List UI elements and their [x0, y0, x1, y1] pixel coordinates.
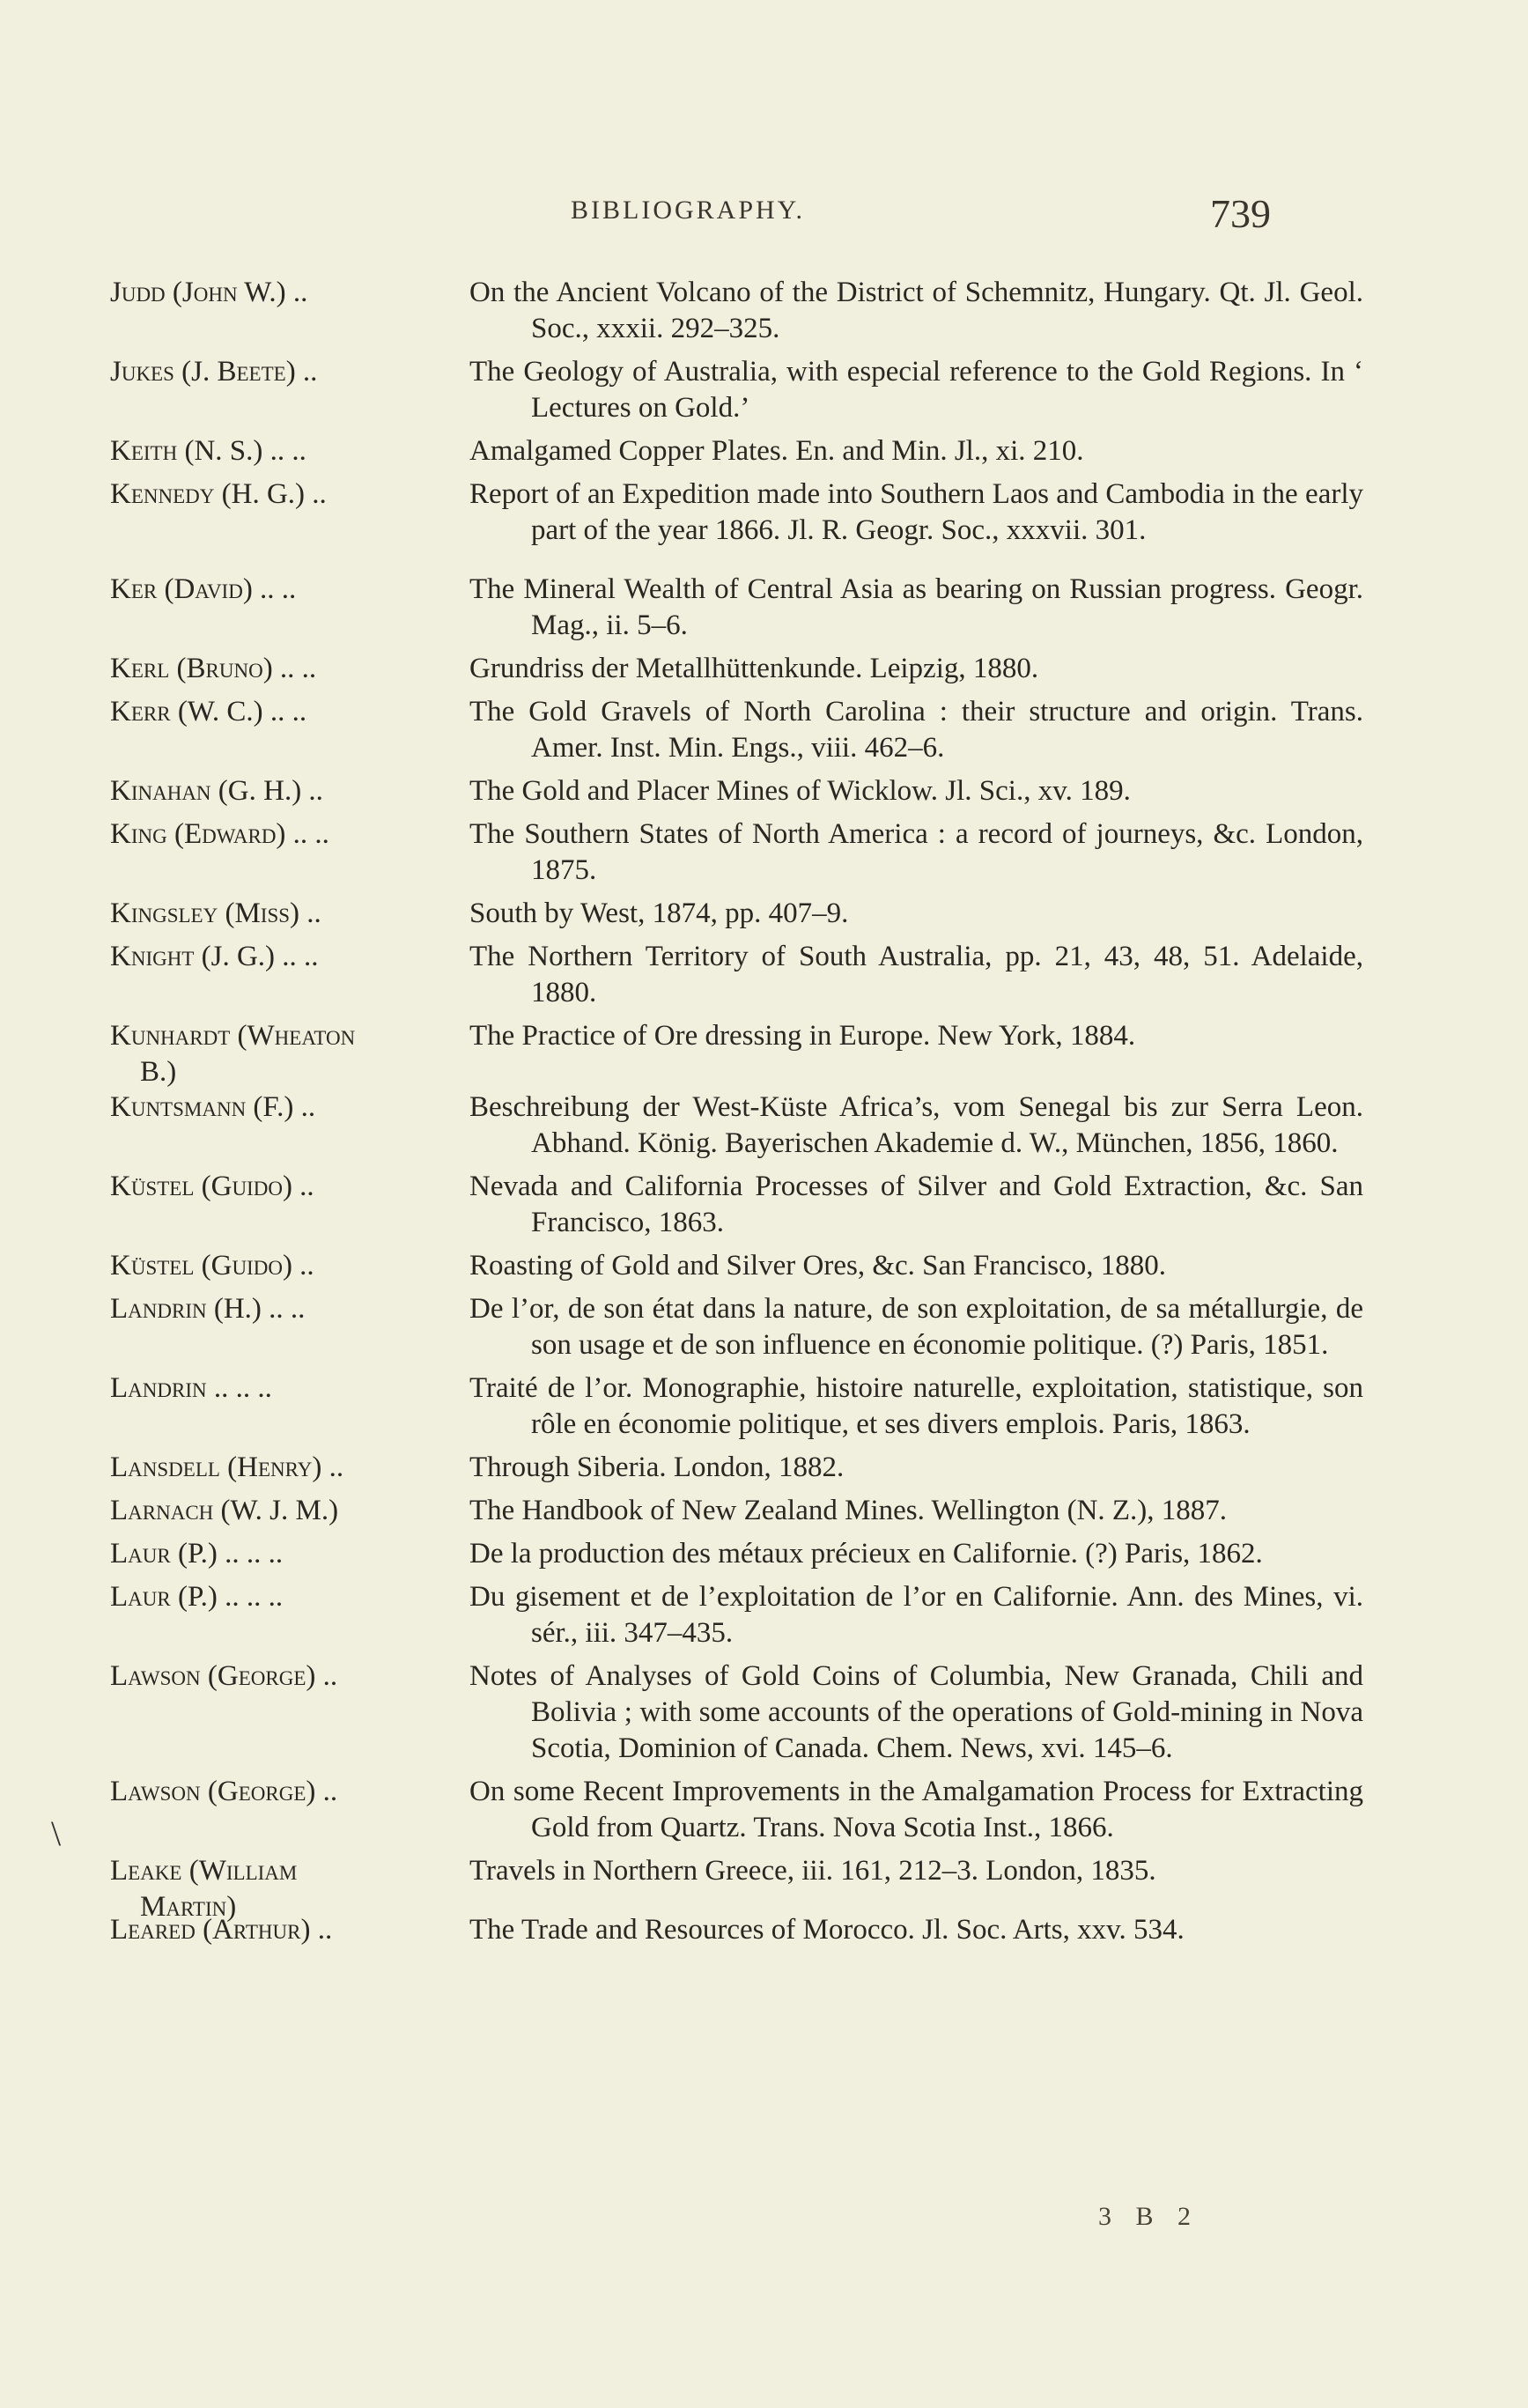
entry-author: Lawson (George) ..	[110, 1660, 338, 1692]
entry-author: Kerl (Bruno) .. ..	[110, 653, 317, 684]
entry-author: Knight (J. G.) .. ..	[110, 941, 319, 972]
bibliography-entry	[0, 896, 1528, 932]
entry-reference: Du gisement et de l’exploitation de l’or en Californie. Ann. des Mines, vi. sér., iii. 347–435.	[469, 1581, 1363, 1649]
entry-author: King (Edward) .. ..	[110, 818, 329, 850]
bibliography-list	[0, 275, 1528, 1955]
entry-author: Landrin (H.) .. ..	[110, 1293, 306, 1325]
entry-author: Ker (David) .. ..	[110, 573, 297, 605]
entry-author: Jukes (J. Beete) ..	[110, 356, 318, 388]
entry-reference: De l’or, de son état dans la nature, de son exploitation, de sa métallurgie, de son usage et de son influence en économie politique. (?) Paris, 1851.	[469, 1293, 1363, 1361]
bibliography-entry	[0, 1912, 1528, 1948]
margin-pencil-mark: \	[51, 1813, 62, 1853]
entry-author: Kerr (W. C.) .. ..	[110, 696, 307, 728]
entry-author: Kuntsmann (F.) ..	[110, 1091, 316, 1123]
bibliography-entry	[0, 433, 1528, 469]
bibliography-entry	[0, 1853, 1528, 1923]
entry-reference: Beschreibung der West-Küste Africa’s, vom Senegal bis zur Serra Leon. Abhand. König. Bayerischen Akademie d. W., München, 1856, 1860.	[469, 1091, 1363, 1159]
entry-author: Leared (Arthur) ..	[110, 1914, 333, 1946]
entry-reference: South by West, 1874, pp. 407–9.	[469, 897, 849, 929]
entry-author: Laur (P.) .. .. ..	[110, 1538, 284, 1570]
entry-author: Küstel (Guido) ..	[110, 1171, 314, 1202]
entry-author: Larnach (W. J. M.)	[110, 1495, 339, 1526]
entry-reference: Nevada and California Processes of Silver and Gold Extraction, &c. San Francisco, 1863.	[469, 1171, 1363, 1238]
entry-reference: Notes of Analyses of Gold Coins of Columbia, New Granada, Chili and Bolivia ; with some accounts of the operations of Gold-mining in Nova Scotia, Dominion of Canada. Chem. News, xvi. 145–6.	[469, 1660, 1363, 1764]
entry-author: Kennedy (H. G.) ..	[110, 478, 327, 510]
entry-reference: The Northern Territory of South Australia, pp. 21, 43, 48, 51. Adelaide, 1880.	[469, 941, 1363, 1008]
entry-author-line: Leake (William	[110, 1855, 298, 1887]
entry-reference: The Gold Gravels of North Carolina : their structure and origin. Trans. Amer. Inst. Min. Engs., viii. 462–6.	[469, 696, 1363, 764]
entry-author: Kinahan (G. H.) ..	[110, 775, 323, 807]
bibliography-entry	[0, 1579, 1528, 1651]
entry-author	[110, 1018, 427, 1090]
bibliography-entry	[0, 1018, 1528, 1088]
entry-author: Lawson (George) ..	[110, 1776, 338, 1807]
bibliography-entry	[0, 1493, 1528, 1529]
entry-reference: The Geology of Australia, with especial reference to the Gold Regions. In ‘ Lectures on Gold.’	[469, 356, 1363, 424]
bibliography-entry	[0, 694, 1528, 766]
entry-reference: The Trade and Resources of Morocco. Jl. Soc. Arts, xxv. 534.	[469, 1914, 1185, 1946]
bibliography-entry	[0, 1774, 1528, 1846]
bibliography-entry	[0, 354, 1528, 426]
bibliography-entry	[0, 1450, 1528, 1486]
entry-reference: Travels in Northern Greece, iii. 161, 212–3. London, 1835.	[469, 1855, 1156, 1887]
entry-reference: The Mineral Wealth of Central Asia as bearing on Russian progress. Geogr. Mag., ii. 5–6.	[469, 573, 1363, 641]
running-head: BIBLIOGRAPHY.	[571, 196, 805, 225]
entry-reference: The Gold and Placer Mines of Wicklow. Jl. Sci., xv. 189.	[469, 775, 1131, 807]
entry-author: Judd (John W.) ..	[110, 277, 308, 308]
bibliography-entry	[0, 572, 1528, 644]
bibliography-entry	[0, 1370, 1528, 1443]
bibliography-entry	[0, 1169, 1528, 1241]
entry-reference: The Practice of Ore dressing in Europe. New York, 1884.	[469, 1020, 1136, 1052]
signature-mark: 3 B 2	[1098, 2202, 1200, 2231]
entry-author: Küstel (Guido) ..	[110, 1250, 314, 1282]
page-number: 739	[1210, 191, 1271, 236]
bibliography-entry	[0, 651, 1528, 687]
entry-author: Kingsley (Miss) ..	[110, 897, 321, 929]
entry-reference: Roasting of Gold and Silver Ores, &c. San Francisco, 1880.	[469, 1250, 1166, 1282]
bibliography-entry	[0, 1248, 1528, 1284]
bibliography-entry	[0, 476, 1528, 549]
entry-author: Lansdell (Henry) ..	[110, 1451, 344, 1483]
entry-reference: Report of an Expedition made into Southern Laos and Cambodia in the early part of the year 1866. Jl. R. Geogr. Soc., xxxvii. 301.	[469, 478, 1363, 546]
entry-reference: De la production des métaux précieux en Californie. (?) Paris, 1862.	[469, 1538, 1263, 1570]
bibliography-entry	[0, 816, 1528, 889]
entry-author: Landrin .. .. ..	[110, 1372, 272, 1404]
entry-author-line: Kunhardt (Wheaton	[110, 1020, 356, 1052]
entry-author-continuation: Martin)	[140, 1891, 237, 1923]
bibliography-entry	[0, 275, 1528, 347]
bibliography-entry	[0, 1658, 1528, 1767]
entry-reference: Amalgamed Copper Plates. En. and Min. Jl., xi. 210.	[469, 435, 1084, 467]
entry-author-continuation: B.)	[140, 1056, 177, 1088]
bibliography-entry	[0, 939, 1528, 1011]
entry-reference: The Southern States of North America : a record of journeys, &c. London, 1875.	[469, 818, 1363, 886]
entry-reference: Traité de l’or. Monographie, histoire naturelle, exploitation, statistique, son rôle en économie politique, et ses divers emplois. Paris, 1863.	[469, 1372, 1363, 1440]
entry-reference: The Handbook of New Zealand Mines. Wellington (N. Z.), 1887.	[469, 1495, 1228, 1526]
entry-author: Laur (P.) .. .. ..	[110, 1581, 284, 1613]
bibliography-entry	[0, 773, 1528, 809]
entry-reference: On the Ancient Volcano of the District of Schemnitz, Hungary. Qt. Jl. Geol. Soc., xxxii. 292–325.	[469, 277, 1363, 344]
entry-reference: On some Recent Improvements in the Amalgamation Process for Extracting Gold from Quartz. Trans. Nova Scotia Inst., 1866.	[469, 1776, 1363, 1843]
bibliography-entry	[0, 1536, 1528, 1572]
entry-author: Keith (N. S.) .. ..	[110, 435, 306, 467]
entry-reference: Grundriss der Metallhüttenkunde. Leipzig, 1880.	[469, 653, 1039, 684]
bibliography-entry	[0, 1090, 1528, 1162]
entry-reference: Through Siberia. London, 1882.	[469, 1451, 845, 1483]
bibliography-entry	[0, 1291, 1528, 1363]
